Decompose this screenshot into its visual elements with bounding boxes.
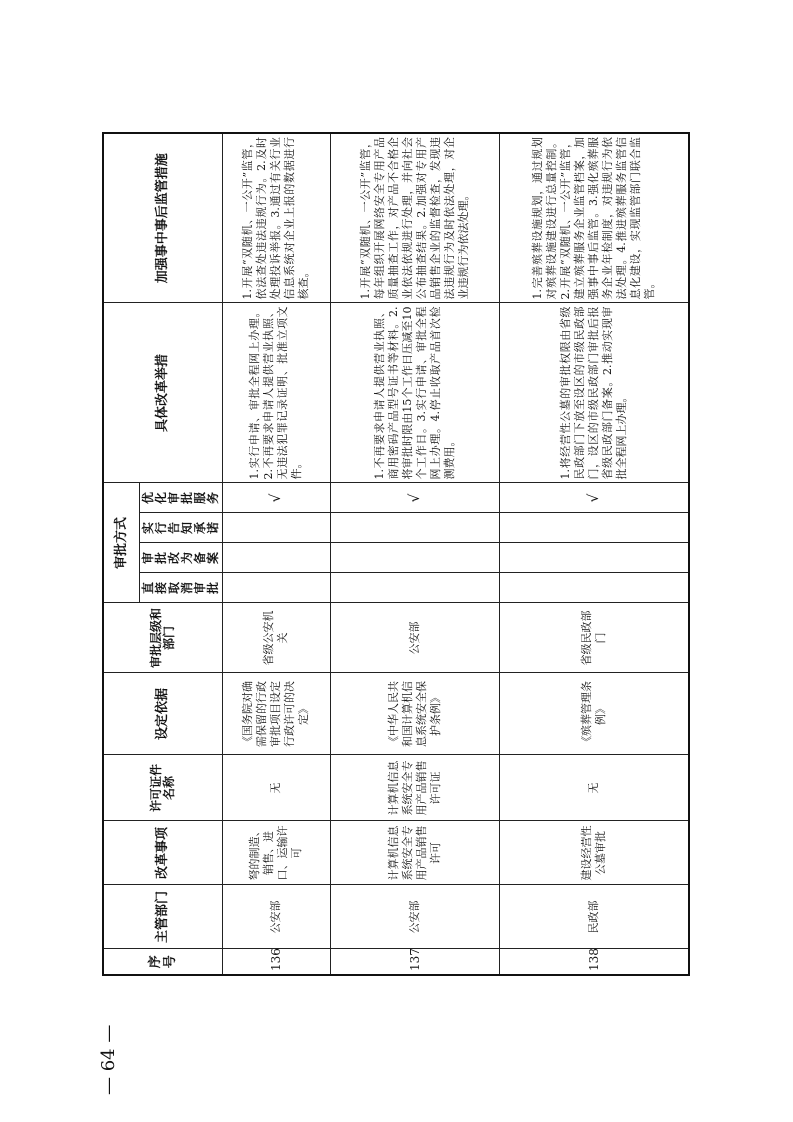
header-approval-mode: 审批方式: [103, 483, 139, 603]
row-supervision: 1.开展“双随机、一公开”监管，每年组织开展网络安全专用产品质量抽查工作，对产品不合格企业依法依规进行处理，并向社会公布抽查结果。2.加强对专用产品销售企业的监督检查，发现违法违规行为及时依法处理，对企业违规行为依法处理。: [330, 133, 499, 303]
row-dept: 公安部: [222, 885, 330, 949]
header-item: 改革事项: [103, 821, 222, 885]
check-mark: √: [222, 483, 330, 513]
header-dept: 主管部门: [103, 885, 222, 949]
header-measures: 具体改革举措: [103, 303, 222, 483]
row-basis: 《殡葬管理条例》: [499, 673, 689, 755]
header-mode-cancel: 直接取消审批: [139, 573, 222, 603]
page-number-text: — 64 —: [98, 1024, 119, 1095]
row-measures: 1.不再要求申请人提供营业执照、商用密码产品型号证书等材料。2.将审批时限由15个工作日压减至10个工作日。3.实行申请、审批全程网上办理。4.停止收取产品首次检测费用。: [330, 303, 499, 483]
row-item: 计算机信息系统安全专用产品销售许可: [330, 821, 499, 885]
cell-mode-filing: [499, 543, 689, 573]
check-mark: √: [330, 483, 499, 513]
row-supervision: 1.完善殡葬设施规划，通过规划对殡葬设施建设进行总量控制。2.开展“双随机、一公开”监管，建立殡葬服务企业监管档案，加强事中事后监管。3.强化殡葬服务企业年检制度，对违规行为依法处理。4.推进殡葬服务监管信息化建设，实现监管部门联合监管。: [499, 133, 689, 303]
row-level: 省级民政部门: [499, 603, 689, 673]
row-level: 公安部: [330, 603, 499, 673]
row-basis: 《国务院对确需保留的行政审批项目设定行政许可的决定》: [222, 673, 330, 755]
row-seq: 137: [330, 949, 499, 975]
header-basis: 设定依据: [103, 673, 222, 755]
header-mode-filing: 审批改为备案: [139, 543, 222, 573]
header-level: 审批层级和部门: [103, 603, 222, 673]
row-item: 弩的制造、销售、进口、运输许可: [222, 821, 330, 885]
row-basis: 《中华人民共和国计算机信息系统安全保护条例》: [330, 673, 499, 755]
header-mode-optimize: 优化审批服务: [139, 483, 222, 513]
cell-mode-cancel: [330, 573, 499, 603]
table-row: [499, 133, 689, 975]
rotated-table-wrapper: [102, 134, 690, 976]
row-dept: 民政部: [499, 885, 689, 949]
row-measures: 1.将经营性公墓的审批权限由省级民政部门下放至设区的市级民政部门，设区的市级民政部门审批后报省级民政部门备案。2.推动实现审批全程网上办理。: [499, 303, 689, 483]
header-row-1: [103, 133, 139, 975]
page-number: [96, 1000, 119, 1120]
cell-mode-filing: [330, 543, 499, 573]
row-seq: 136: [222, 949, 330, 975]
row-item: 建设经营性公墓审批: [499, 821, 689, 885]
row-supervision: 1.开展“双随机、一公开”监管，依法查处违法违规行为。2.及时处理投诉举报。3.通过有关行业信息系统对企业上报的数据进行核查。: [222, 133, 330, 303]
reform-table: [102, 132, 690, 976]
header-seq: 序号: [103, 949, 222, 975]
table-row: [330, 133, 499, 975]
cell-mode-filing: [222, 543, 330, 573]
cell-mode-cancel: [222, 573, 330, 603]
row-measures: 1.实行申请、审批全程网上办理。2.不再要求申请人提供营业执照、无违法犯罪记录证明、批准立项文件。: [222, 303, 330, 483]
row-license: 无: [499, 755, 689, 821]
check-mark: √: [499, 483, 689, 513]
header-mode-notify: 实行告知承诺: [139, 513, 222, 543]
row-license: 无: [222, 755, 330, 821]
row-seq: 138: [499, 949, 689, 975]
cell-mode-notify: [330, 513, 499, 543]
cell-mode-notify: [499, 513, 689, 543]
row-license: 计算机信息系统安全专用产品销售许可证: [330, 755, 499, 821]
row-dept: 公安部: [330, 885, 499, 949]
table-row: [222, 133, 330, 975]
header-license: 许可证件名称: [103, 755, 222, 821]
row-level: 省级公安机关: [222, 603, 330, 673]
cell-mode-notify: [222, 513, 330, 543]
cell-mode-cancel: [499, 573, 689, 603]
header-supervision: 加强事中事后监管措施: [103, 133, 222, 303]
